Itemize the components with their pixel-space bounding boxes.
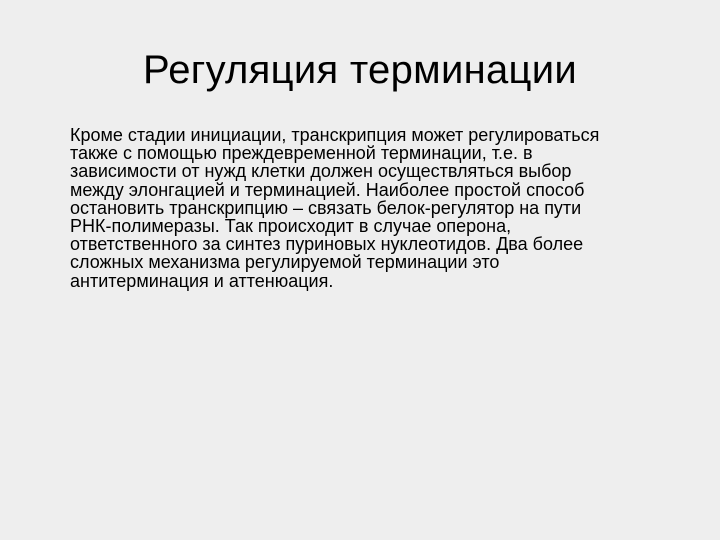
body-line: остановить транскрипцию – связать белок-регулятор на пути — [70, 197, 582, 218]
body-line: сложных механизма регулируемой терминации это — [70, 252, 500, 273]
slide-body-text — [70, 126, 670, 290]
body-line: между элонгацией и терминацией. Наиболее простой способ — [70, 179, 585, 200]
body-line: антитерминация и аттенюация. — [70, 270, 334, 291]
body-line: ответственного за синтез пуриновых нуклеотидов. Два более — [70, 234, 584, 255]
body-line: зависимости от нужд клетки должен осуществляться выбор — [70, 161, 572, 182]
body-line: РНК-полимеразы. Так происходит в случае оперона, — [70, 216, 512, 237]
body-line: также с помощью преждевременной терминации, т.е. в — [70, 143, 533, 164]
slide-title: Регуляция терминации — [142, 48, 578, 92]
body-line: Кроме стадии инициации, транскрипция может регулироваться — [70, 125, 600, 145]
